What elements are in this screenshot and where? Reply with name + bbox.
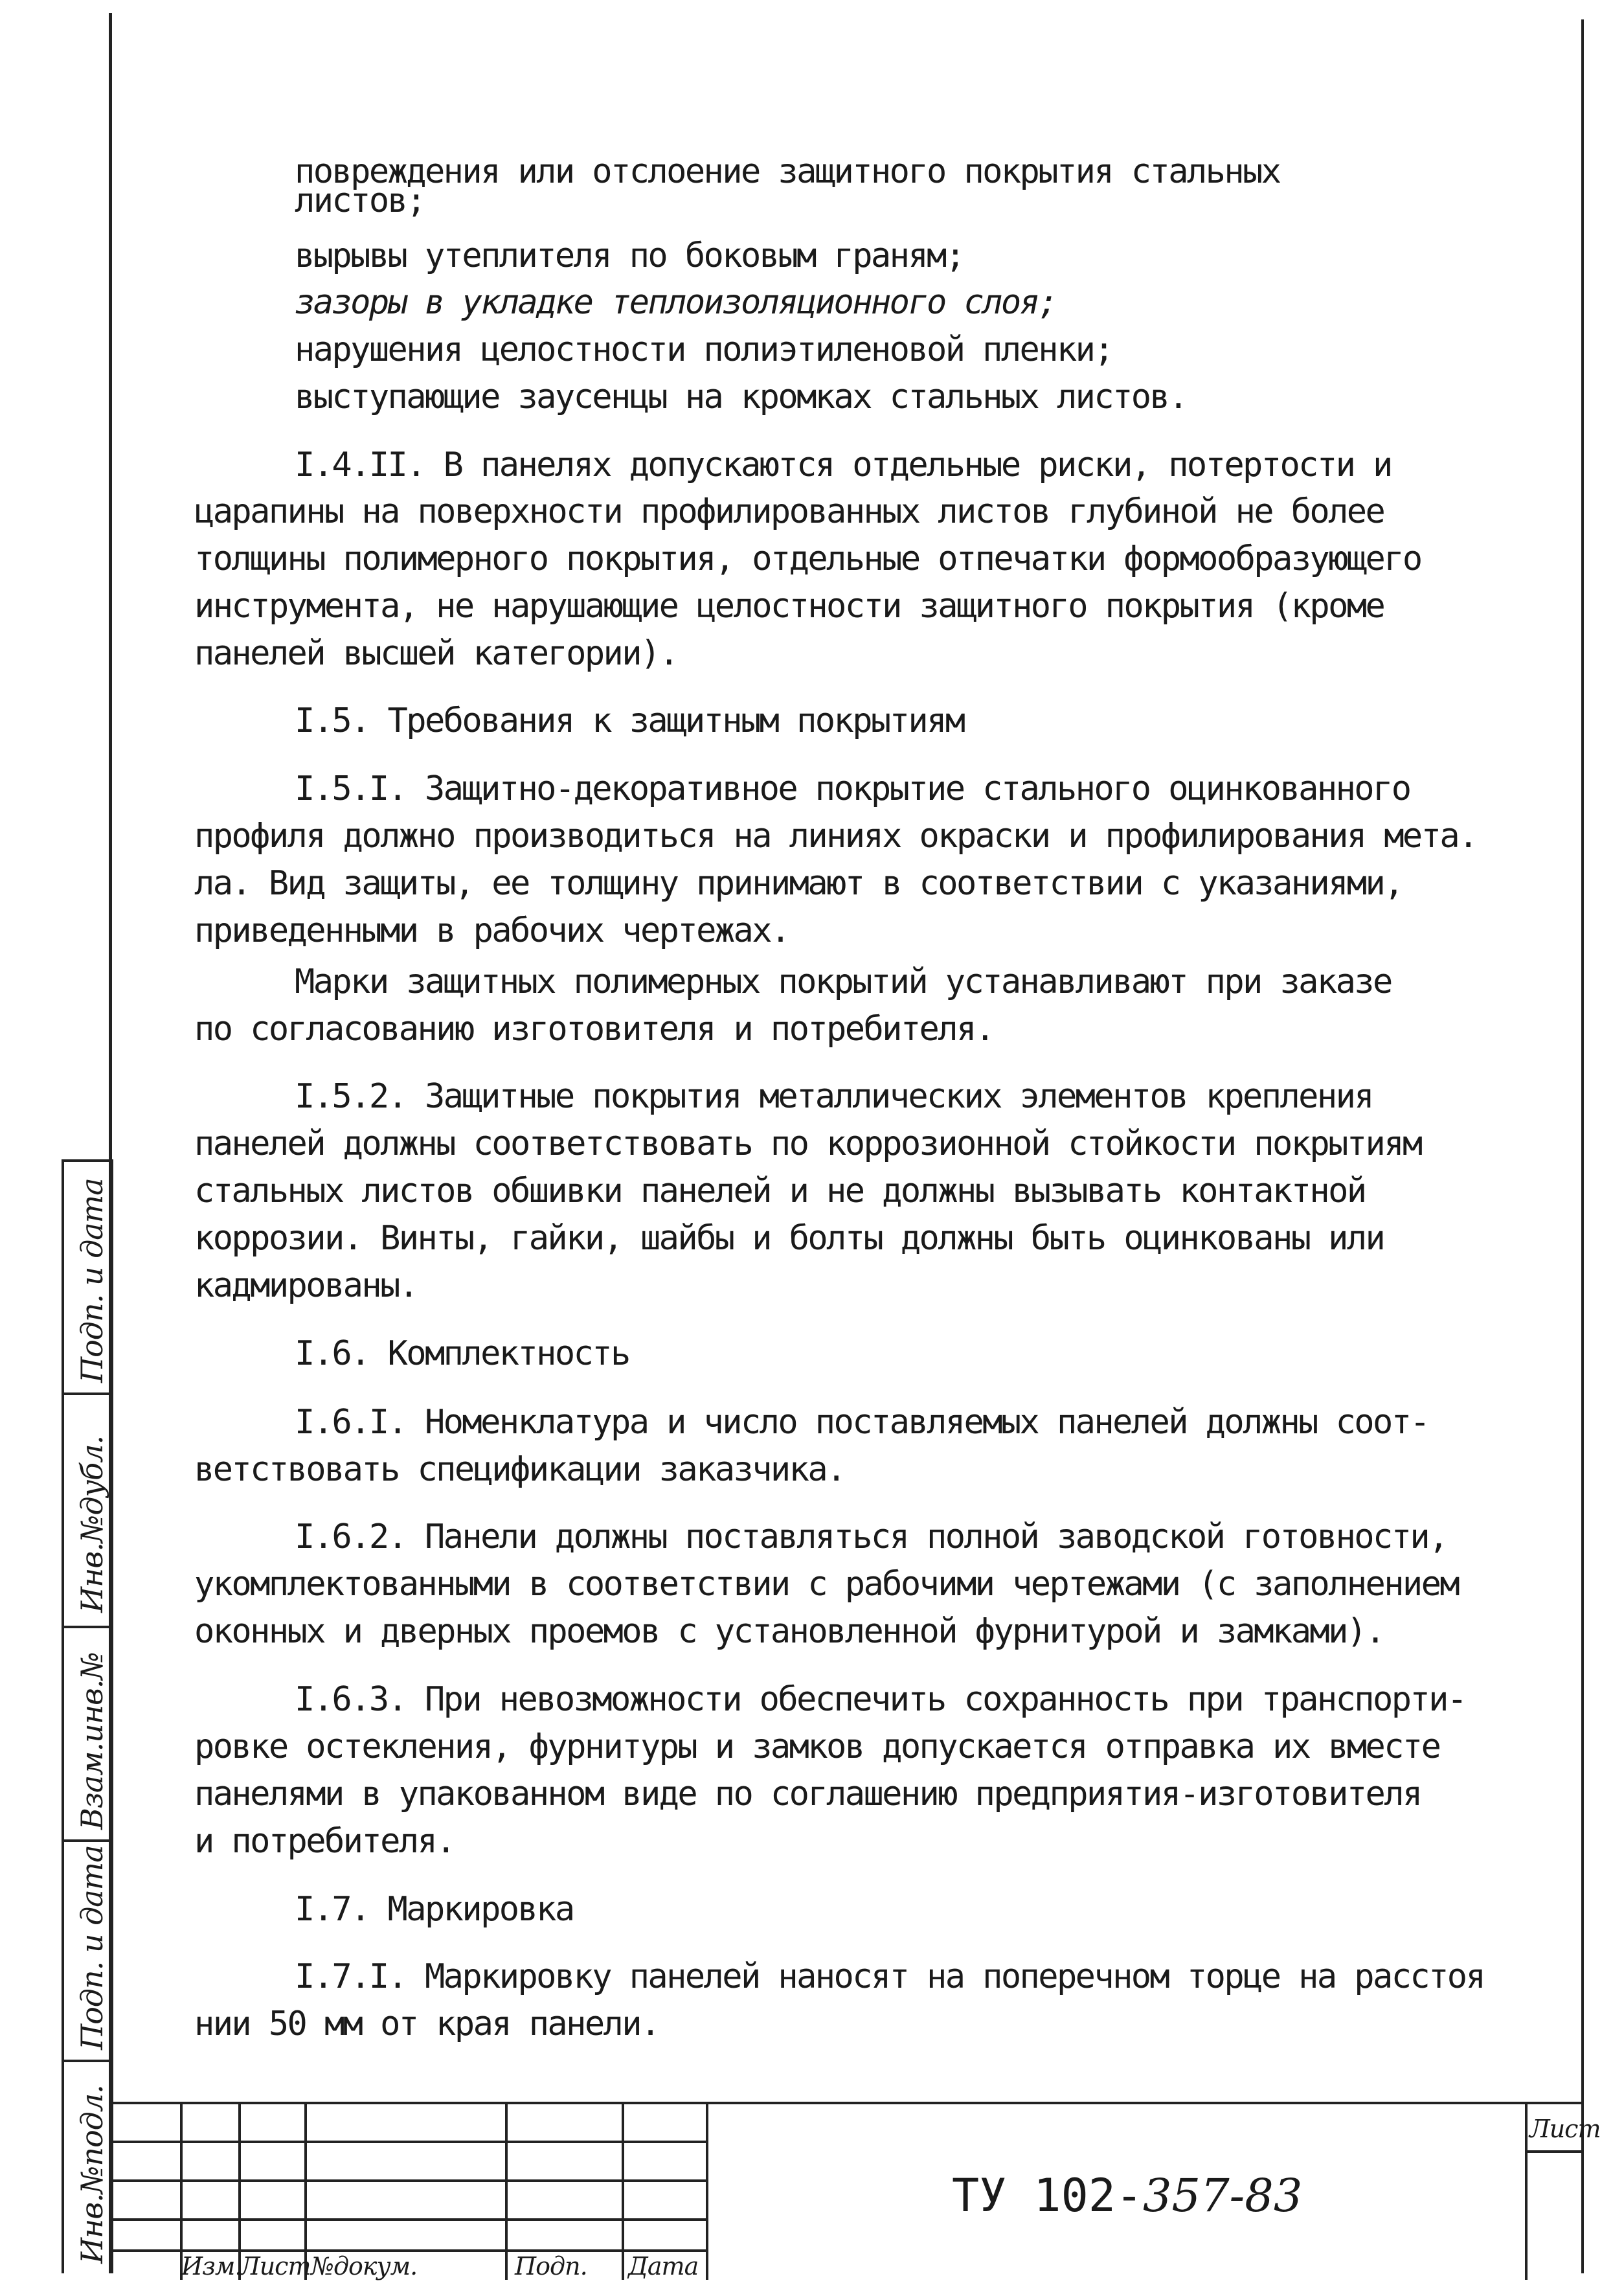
section-heading: I.7. Маркировка <box>295 1890 574 1929</box>
text-line: царапины на поверхности профилированных листов глубиной не более <box>194 492 1384 531</box>
tb-line <box>622 2102 624 2280</box>
tb-line <box>110 2102 1583 2104</box>
stamp-podp-data-top: Подп. и дата <box>74 1178 109 1383</box>
tb-line <box>110 2141 706 2143</box>
frame-right-border <box>1581 19 1584 2273</box>
stamp-line <box>62 2060 113 2062</box>
text-line: зазоры в укладке теплоизоляционного слоя; <box>295 283 1057 322</box>
stamp-inv-dubl: Инв.№дубл. <box>74 1435 109 1613</box>
text-line: вырывы утеплителя по боковым граням; <box>295 236 964 275</box>
stamp-podp-data-bottom: Подп. и дата <box>74 1845 109 2050</box>
tb-line <box>110 2218 706 2221</box>
title-block <box>110 2102 1601 2280</box>
tb-line <box>706 2102 708 2280</box>
text-line: по согласованию изготовителя и потребителя. <box>194 1010 994 1049</box>
tb-line <box>1525 2150 1583 2153</box>
tb-podp-label: Подп. <box>515 2252 587 2280</box>
tb-list-label: Лист <box>240 2252 311 2280</box>
text-line: толщины полимерного покрытия, отдельные отпечатки формообразующего <box>194 540 1421 578</box>
text-line: листов; <box>295 181 425 220</box>
stamp-line <box>62 1393 113 1395</box>
text-line: I.7.I. Маркировку панелей наносят на поперечном торце на расстоя <box>295 1957 1485 1996</box>
text-line: ла. Вид защиты, ее толщину принимают в соответствии с указаниями, <box>194 864 1403 903</box>
tb-line <box>505 2102 508 2280</box>
text-line: и потребителя. <box>194 1822 455 1861</box>
text-line: I.6.3. При невозможности обеспечить сохранность при транспорти- <box>295 1680 1466 1719</box>
document-code-suffix: 357-83 <box>1143 2169 1303 2222</box>
tb-line <box>110 2179 706 2182</box>
text-line: кадмированы. <box>194 1266 418 1305</box>
text-line: ровке остекления, фурнитуры и замков допускается отправка их вместе <box>194 1727 1440 1766</box>
document-code <box>952 2169 1302 2222</box>
stamp-line <box>62 1839 113 1842</box>
text-line: I.5.I. Защитно-декоративное покрытие стального оцинкованного <box>295 769 1410 808</box>
stamp-line <box>62 1626 113 1628</box>
stamp-line <box>62 1159 64 2273</box>
text-line: панелями в упакованном виде по соглашению предприятия-изготовителя <box>194 1775 1421 1813</box>
text-line: ветствовать спецификации заказчика. <box>194 1450 845 1489</box>
text-line: укомплектованными в соответствии с рабочими чертежами (с заполнением <box>194 1565 1459 1604</box>
stamp-inv-podl: Инв.№подл. <box>74 2085 109 2264</box>
text-line: приведенными в рабочих чертежах. <box>194 911 789 950</box>
section-heading: I.5. Требования к защитным покрытиям <box>295 701 964 740</box>
tb-line <box>1525 2102 1528 2280</box>
tb-doc-no-label: №докум. <box>311 2252 418 2280</box>
text-line: I.5.2. Защитные покрытия металлических элементов крепления <box>295 1077 1373 1116</box>
tb-izm-label: Изм. <box>181 2252 242 2280</box>
text-line: I.4.II. В панелях допускаются отдельные риски, потертости и <box>295 446 1392 484</box>
text-line: Марки защитных полимерных покрытий устанавливают при заказе <box>295 962 1392 1001</box>
text-line: I.6.I. Номенклатура и число поставляемых панелей должны соот- <box>295 1403 1429 1442</box>
text-line: профиля должно производиться на линиях окраски и профилирования мета. <box>194 817 1477 856</box>
tb-data-label: Дата <box>628 2252 699 2280</box>
text-line: панелей должны соответствовать по коррозионной стойкости покрытиям <box>194 1124 1421 1163</box>
document-code-prefix: ТУ 102- <box>952 2169 1144 2222</box>
side-stamp <box>62 1159 113 2273</box>
tb-list-corner-label: Лист <box>1529 2115 1601 2143</box>
text-line: нарушения целостности полиэтиленовой пленки; <box>295 330 1113 369</box>
text-line: оконных и дверных проемов с установленной фурнитурой и замками). <box>194 1612 1384 1651</box>
text-line: стальных листов обшивки панелей и не должны вызывать контактной <box>194 1172 1366 1211</box>
text-line: повреждения или отслоение защитного покрытия стальных <box>295 152 1280 191</box>
stamp-vzam-inv: Взам.инв.№ <box>74 1652 109 1830</box>
text-line: коррозии. Винты, гайки, шайбы и болты должны быть оцинкованы или <box>194 1219 1384 1258</box>
text-line: I.6.2. Панели должны поставляться полной заводской готовности, <box>295 1518 1447 1556</box>
text-line: панелей высшей категории). <box>194 634 678 673</box>
text-line: инструмента, не нарушающие целостности защитного покрытия (кроме <box>194 587 1384 626</box>
text-line: нии 50 мм от края панели. <box>194 2005 659 2043</box>
text-line: выступающие заусенцы на кромках стальных листов. <box>295 378 1187 416</box>
section-heading: I.6. Комплектность <box>295 1334 629 1373</box>
stamp-line <box>62 1159 113 1162</box>
